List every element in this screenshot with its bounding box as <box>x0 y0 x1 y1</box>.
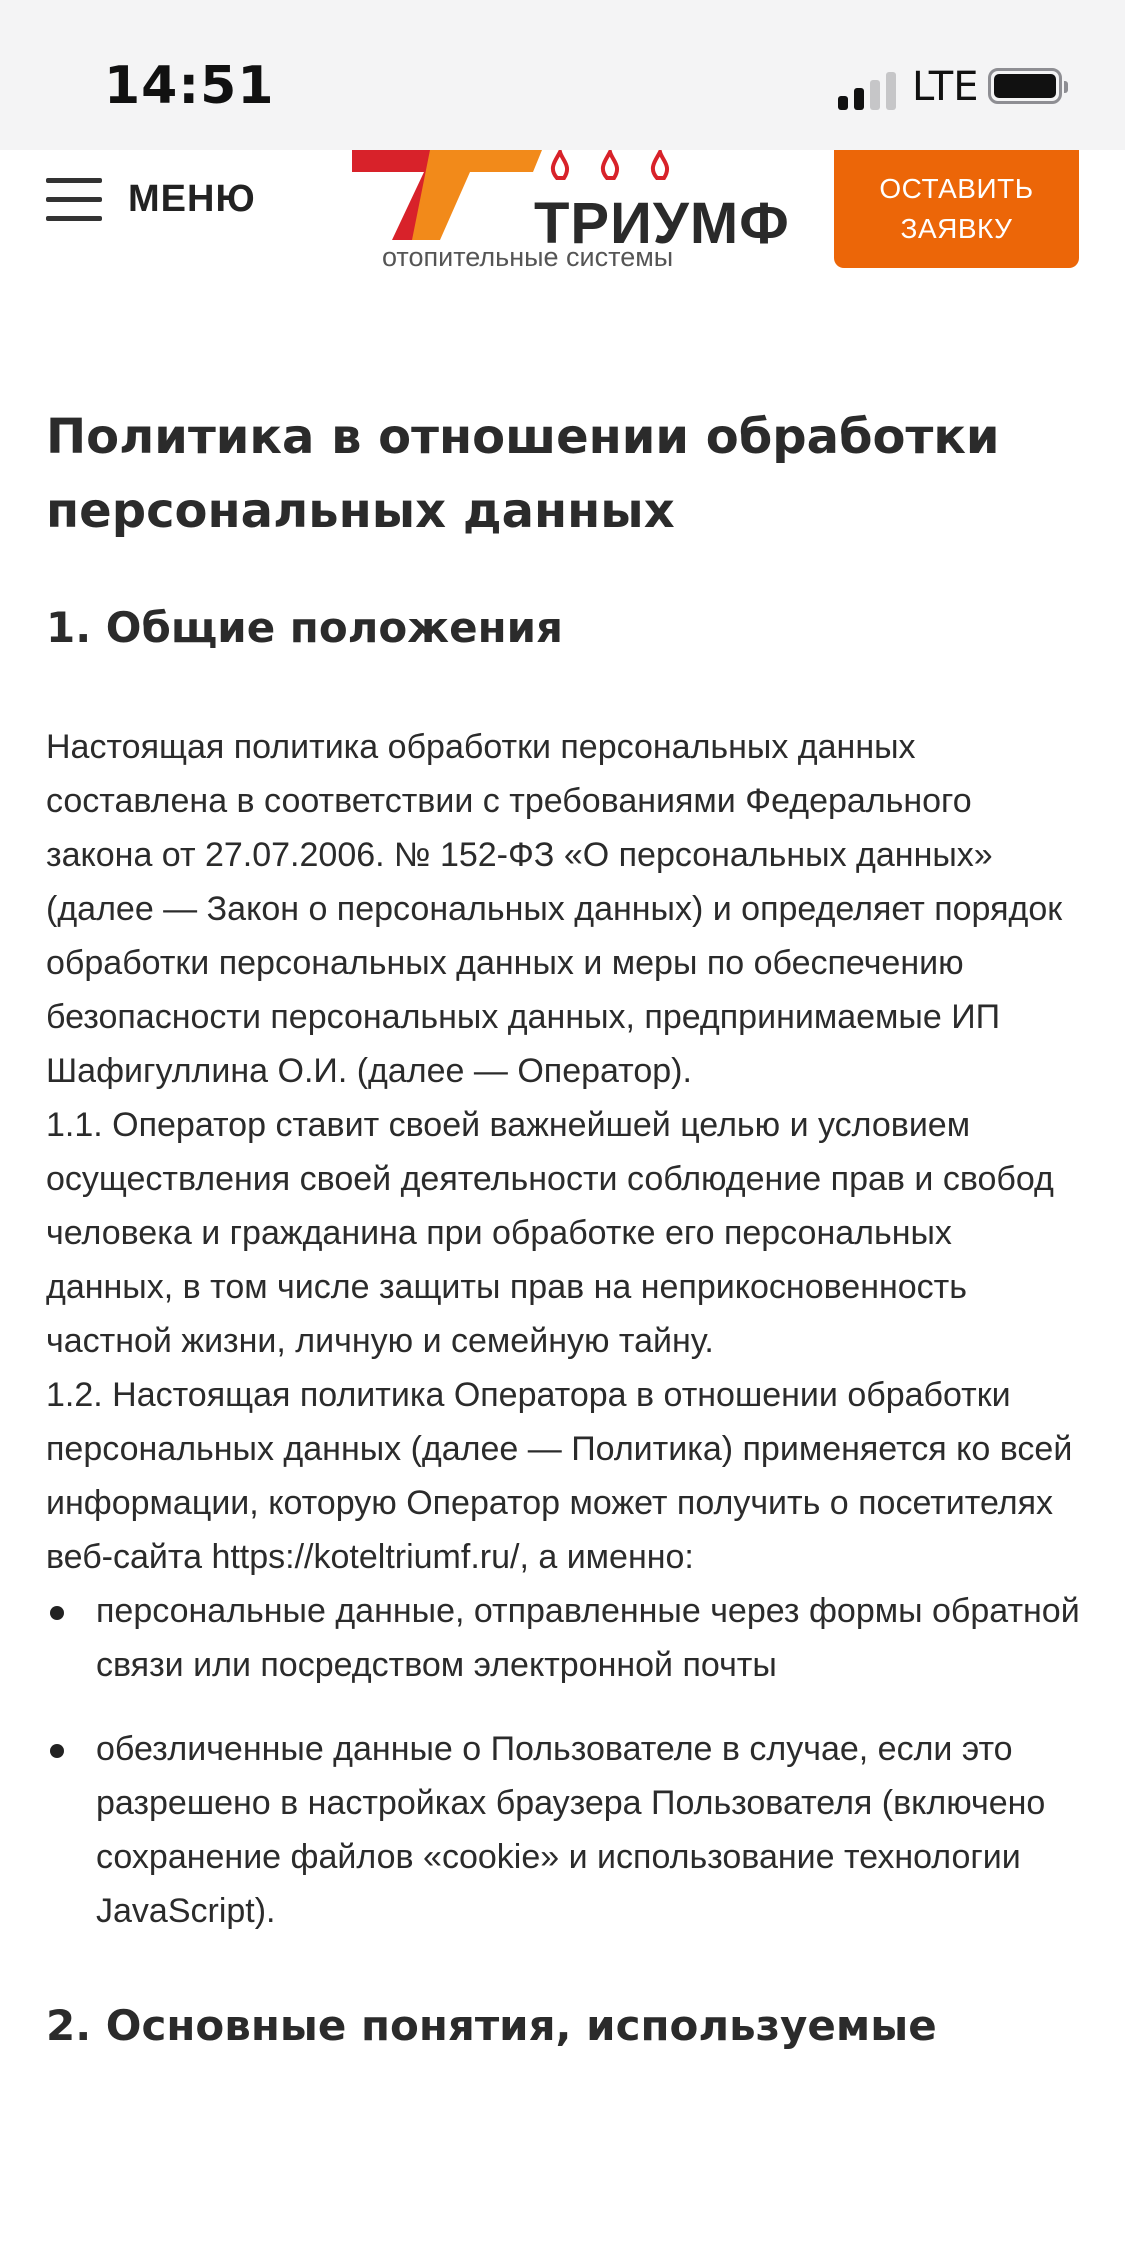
cellular-signal-icon <box>838 64 900 110</box>
section-1-body <box>46 720 1086 1938</box>
battery-icon <box>988 68 1062 104</box>
hamburger-menu-icon[interactable] <box>46 178 102 222</box>
status-bar <box>0 0 1125 150</box>
policy-content <box>46 400 1086 2056</box>
section-1-title: 1. Общие положения <box>46 603 563 652</box>
leave-request-button[interactable]: ОСТАВИТЬ ЗАЯВКУ <box>834 150 1079 268</box>
paragraph-1-2: 1.2. Настоящая политика Оператора в отношении обработки персональных данных (далее — Политика) применяется ко всей информации, которую Оператор может получить о посетителях веб-сайта https://koteltriumf.ru/, а именно: <box>46 1376 1073 1576</box>
network-type: LTE <box>912 64 979 110</box>
site-header <box>0 150 1125 290</box>
section-2-title: 2. Основные понятия, используемые <box>46 2001 937 2050</box>
paragraph-intro: Настоящая политика обработки персональных данных составлена в соответствии с требованиями Федерального закона от 27.07.2006. № 152-ФЗ «О персональных данных» (далее — Закон о персональных данных) и определяет порядок обработки персональных данных и меры по обеспечению безопасности персональных данных, предпринимаемые ИП Шафигуллина О.И. (далее — Оператор). <box>46 728 1063 1090</box>
bullet-icon <box>50 1744 64 1758</box>
data-types-list <box>46 1584 1086 1938</box>
menu-button-label[interactable]: МЕНЮ <box>128 178 256 220</box>
list-item: персональные данные, отправленные через формы обратной связи или посредством электронной почты <box>46 1584 1086 1692</box>
status-time: 14:51 <box>104 56 275 116</box>
page-title: Политика в отношении обработки персональных данных <box>46 409 1000 539</box>
logo-wordmark: ТРИУМФ <box>534 191 790 256</box>
logo-subtitle: отопительные системы <box>382 242 674 272</box>
list-item: обезличенные данные о Пользователе в случае, если это разрешено в настройках браузера Пользователя (включено сохранение файлов «cookie» и использование технологии JavaScript). <box>46 1722 1086 1938</box>
site-logo[interactable] <box>352 150 790 280</box>
paragraph-1-1: 1.1. Оператор ставит своей важнейшей целью и условием осуществления своей деятельности соблюдение прав и свобод человека и гражданина при обработке его персональных данных, в том числе защиты прав на неприкосновенность частной жизни, личную и семейную тайну. <box>46 1106 1054 1360</box>
bullet-icon <box>50 1606 64 1620</box>
